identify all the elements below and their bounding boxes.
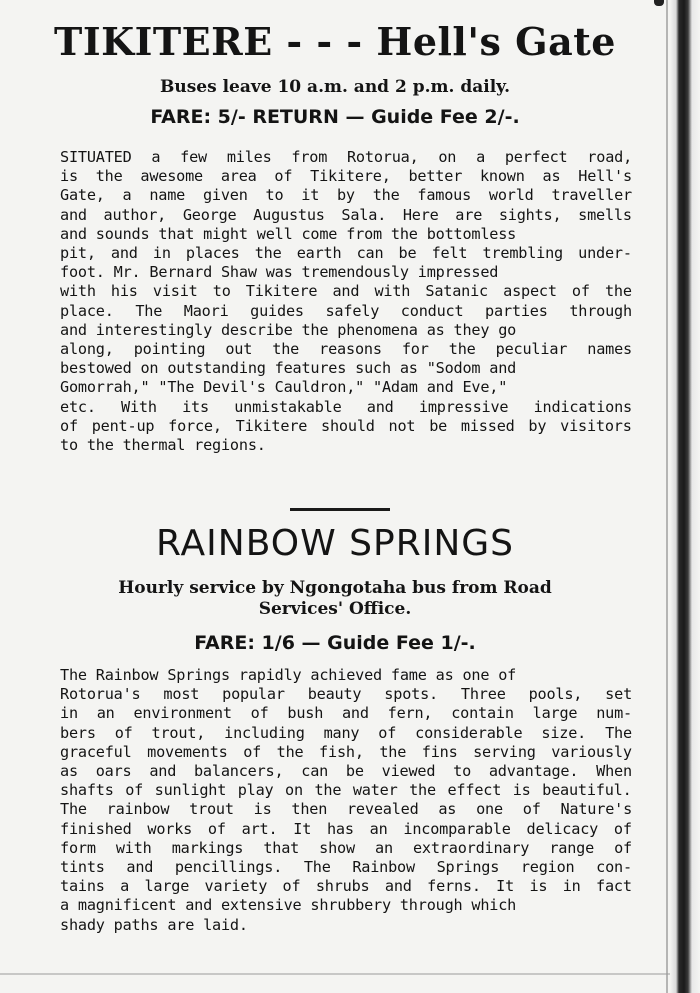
body-line: tints and pencillings. The Rainbow Springs region con- xyxy=(60,858,632,877)
corner-ink-mark xyxy=(654,0,664,6)
body-line: Rotorua's most popular beauty spots. Three pools, set xyxy=(60,685,632,704)
body-line: in an environment of bush and fern, contain large num- xyxy=(60,704,632,723)
body-line: along, pointing out the reasons for the peculiar names xyxy=(60,340,632,359)
tikitere-section xyxy=(0,20,670,130)
body-line: finished works of art. It has an incomparable delicacy of xyxy=(60,819,632,838)
rainbow-section xyxy=(0,522,670,656)
tikitere-body-text xyxy=(60,148,632,455)
body-line: etc. With its unmistakable and impressive indications xyxy=(60,397,632,416)
body-line: to the thermal regions. xyxy=(60,436,266,455)
page-edge-shadow xyxy=(670,0,700,993)
tikitere-schedule: Buses leave 10 a.m. and 2 p.m. daily. xyxy=(159,77,511,97)
body-line: place. The Maori guides safely conduct parties through xyxy=(60,301,632,320)
body-line: Gate, a name given to it by the famous world traveller xyxy=(60,186,632,205)
rainbow-body-text xyxy=(60,666,632,935)
body-line: of pent-up force, Tikitere should not be missed by visitors xyxy=(60,416,632,435)
body-line: graceful movements of the fish, the fins serving variously xyxy=(60,742,632,761)
bottom-rule xyxy=(0,973,670,975)
tikitere-headline: TIKITERE - - - Hell's Gate xyxy=(54,19,616,64)
rainbow-service-line-2: Services' Office. xyxy=(258,599,412,619)
body-line: foot. Mr. Bernard Shaw was tremendously impressed xyxy=(60,263,499,282)
body-line: shady paths are laid. xyxy=(60,915,248,934)
body-line: The rainbow trout is then revealed as one of Nature's xyxy=(60,800,632,819)
body-line: and author, George Augustus Sala. Here are sights, smells xyxy=(60,205,632,224)
body-line: form with markings that show an extraordinary range of xyxy=(60,838,632,857)
tikitere-fare: FARE: 5/- RETURN — Guide Fee 2/-. xyxy=(150,106,520,128)
body-line: and sounds that might well come from the bottomless xyxy=(60,224,517,243)
body-line: is the awesome area of Tikitere, better known as Hell's xyxy=(60,167,632,186)
body-line: bers of trout, including many of considerable size. The xyxy=(60,723,632,742)
body-line: Gomorrah," "The Devil's Cauldron," "Adam and Eve," xyxy=(60,378,508,397)
body-line: and interestingly describe the phenomena as they go xyxy=(60,320,517,339)
body-line: SITUATED a few miles from Rotorua, on a perfect road, xyxy=(60,148,632,166)
body-line: bestowed on outstanding features such as "Sodom and xyxy=(60,359,517,378)
body-line: tains a large variety of shrubs and ferns. It is in fact xyxy=(60,877,632,896)
body-line: as oars and balancers, can be viewed to advantage. When xyxy=(60,762,632,781)
body-line: a magnificent and extensive shrubbery through which xyxy=(60,896,517,915)
rainbow-service-line-1: Hourly service by Ngongotaha bus from Road xyxy=(118,578,552,598)
section-divider xyxy=(290,508,390,511)
rainbow-headline: RAINBOW SPRINGS xyxy=(155,523,515,564)
body-line: The Rainbow Springs rapidly achieved fame as one of xyxy=(60,666,517,684)
column-rule xyxy=(666,0,668,993)
body-line: with his visit to Tikitere and with Satanic aspect of the xyxy=(60,282,632,301)
body-line: shafts of sunlight play on the water the effect is beautiful. xyxy=(60,781,632,800)
body-line: pit, and in places the earth can be felt trembling under- xyxy=(60,244,632,263)
rainbow-fare: FARE: 1/6 — Guide Fee 1/-. xyxy=(194,632,476,654)
